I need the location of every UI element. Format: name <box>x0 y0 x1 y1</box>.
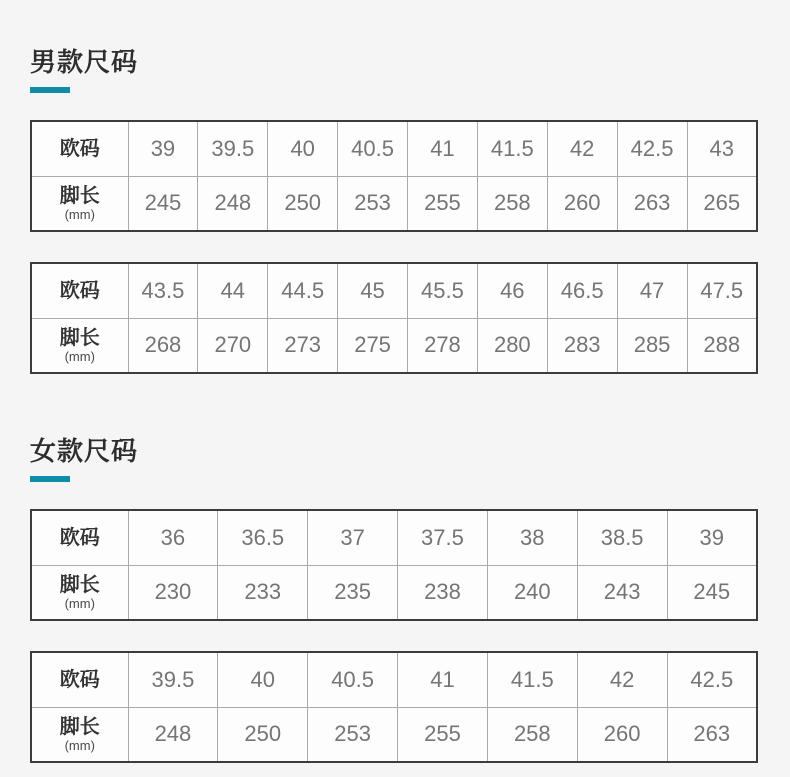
foot-length-cell: 258 <box>477 176 547 231</box>
eu-size-label: 欧码 <box>59 137 100 160</box>
foot-length-unit: (mm) <box>64 348 95 364</box>
foot-length-cell: 260 <box>577 707 667 762</box>
eu-size-row <box>31 652 757 707</box>
womens-size-table-1 <box>30 509 758 621</box>
eu-size-cell: 41.5 <box>477 121 547 176</box>
row-header-eu-size <box>31 263 128 318</box>
foot-length-label: 脚长 <box>59 184 100 207</box>
mens-size-table-2 <box>30 262 758 374</box>
eu-size-cell: 42.5 <box>667 652 757 707</box>
foot-length-cell: 253 <box>308 707 398 762</box>
eu-size-cell: 39.5 <box>128 652 218 707</box>
mens-size-table-1 <box>30 120 758 232</box>
foot-length-cell: 245 <box>128 176 198 231</box>
womens-section-title: 女款尺码 <box>30 436 139 466</box>
eu-size-cell: 39.5 <box>198 121 268 176</box>
foot-length-unit: (mm) <box>64 206 95 222</box>
title-accent-underline <box>30 476 70 482</box>
foot-length-cell: 265 <box>687 176 757 231</box>
eu-size-cell: 40 <box>268 121 338 176</box>
foot-length-cell: 253 <box>338 176 408 231</box>
eu-size-cell: 42 <box>547 121 617 176</box>
foot-length-cell: 255 <box>408 176 478 231</box>
eu-size-cell: 40.5 <box>338 121 408 176</box>
row-header-foot-length <box>31 176 128 231</box>
row-header-foot-length <box>31 707 128 762</box>
eu-size-cell: 40.5 <box>308 652 398 707</box>
eu-size-label: 欧码 <box>59 279 100 302</box>
foot-length-cell: 283 <box>547 318 617 373</box>
eu-size-cell: 39 <box>667 510 757 565</box>
eu-size-cell: 45 <box>338 263 408 318</box>
foot-length-unit: (mm) <box>64 737 95 753</box>
eu-size-cell: 39 <box>128 121 198 176</box>
eu-size-cell: 45.5 <box>408 263 478 318</box>
foot-length-cell: 250 <box>268 176 338 231</box>
foot-length-row <box>31 565 757 620</box>
womens-size-table-2 <box>30 651 758 763</box>
foot-length-row <box>31 707 757 762</box>
foot-length-cell: 263 <box>667 707 757 762</box>
eu-size-cell: 44.5 <box>268 263 338 318</box>
row-header-eu-size <box>31 121 128 176</box>
foot-length-cell: 268 <box>128 318 198 373</box>
eu-size-cell: 42.5 <box>617 121 687 176</box>
row-header-foot-length <box>31 565 128 620</box>
foot-length-cell: 275 <box>338 318 408 373</box>
eu-size-cell: 41.5 <box>487 652 577 707</box>
eu-size-row <box>31 510 757 565</box>
eu-size-cell: 37.5 <box>398 510 488 565</box>
foot-length-cell: 288 <box>687 318 757 373</box>
foot-length-row <box>31 176 757 231</box>
eu-size-cell: 36.5 <box>218 510 308 565</box>
foot-length-cell: 238 <box>398 565 488 620</box>
eu-size-label: 欧码 <box>59 526 100 549</box>
foot-length-cell: 270 <box>198 318 268 373</box>
foot-length-cell: 258 <box>487 707 577 762</box>
eu-size-cell: 47.5 <box>687 263 757 318</box>
womens-section <box>30 374 758 763</box>
foot-length-cell: 248 <box>128 707 218 762</box>
foot-length-label: 脚长 <box>59 326 100 349</box>
foot-length-cell: 255 <box>398 707 488 762</box>
row-header-foot-length <box>31 318 128 373</box>
eu-size-cell: 36 <box>128 510 218 565</box>
mens-section-title: 男款尺码 <box>30 47 139 77</box>
eu-size-cell: 46.5 <box>547 263 617 318</box>
eu-size-cell: 44 <box>198 263 268 318</box>
foot-length-cell: 235 <box>308 565 398 620</box>
foot-length-cell: 280 <box>477 318 547 373</box>
eu-size-cell: 42 <box>577 652 667 707</box>
eu-size-cell: 46 <box>477 263 547 318</box>
foot-length-cell: 245 <box>667 565 757 620</box>
foot-length-cell: 250 <box>218 707 308 762</box>
foot-length-unit: (mm) <box>64 595 95 611</box>
mens-section <box>30 0 758 374</box>
foot-length-cell: 240 <box>487 565 577 620</box>
foot-length-cell: 260 <box>547 176 617 231</box>
eu-size-cell: 41 <box>398 652 488 707</box>
foot-length-cell: 263 <box>617 176 687 231</box>
foot-length-label: 脚长 <box>59 573 100 596</box>
foot-length-label: 脚长 <box>59 715 100 738</box>
eu-size-cell: 41 <box>408 121 478 176</box>
eu-size-row <box>31 263 757 318</box>
title-accent-underline <box>30 87 70 93</box>
foot-length-cell: 243 <box>577 565 667 620</box>
foot-length-cell: 230 <box>128 565 218 620</box>
foot-length-cell: 233 <box>218 565 308 620</box>
foot-length-row <box>31 318 757 373</box>
foot-length-cell: 285 <box>617 318 687 373</box>
eu-size-label: 欧码 <box>59 668 100 691</box>
row-header-eu-size <box>31 510 128 565</box>
eu-size-cell: 38 <box>487 510 577 565</box>
eu-size-cell: 37 <box>308 510 398 565</box>
foot-length-cell: 273 <box>268 318 338 373</box>
eu-size-cell: 47 <box>617 263 687 318</box>
foot-length-cell: 248 <box>198 176 268 231</box>
eu-size-cell: 40 <box>218 652 308 707</box>
eu-size-cell: 38.5 <box>577 510 667 565</box>
row-header-eu-size <box>31 652 128 707</box>
eu-size-cell: 43.5 <box>128 263 198 318</box>
eu-size-cell: 43 <box>687 121 757 176</box>
eu-size-row <box>31 121 757 176</box>
foot-length-cell: 278 <box>408 318 478 373</box>
